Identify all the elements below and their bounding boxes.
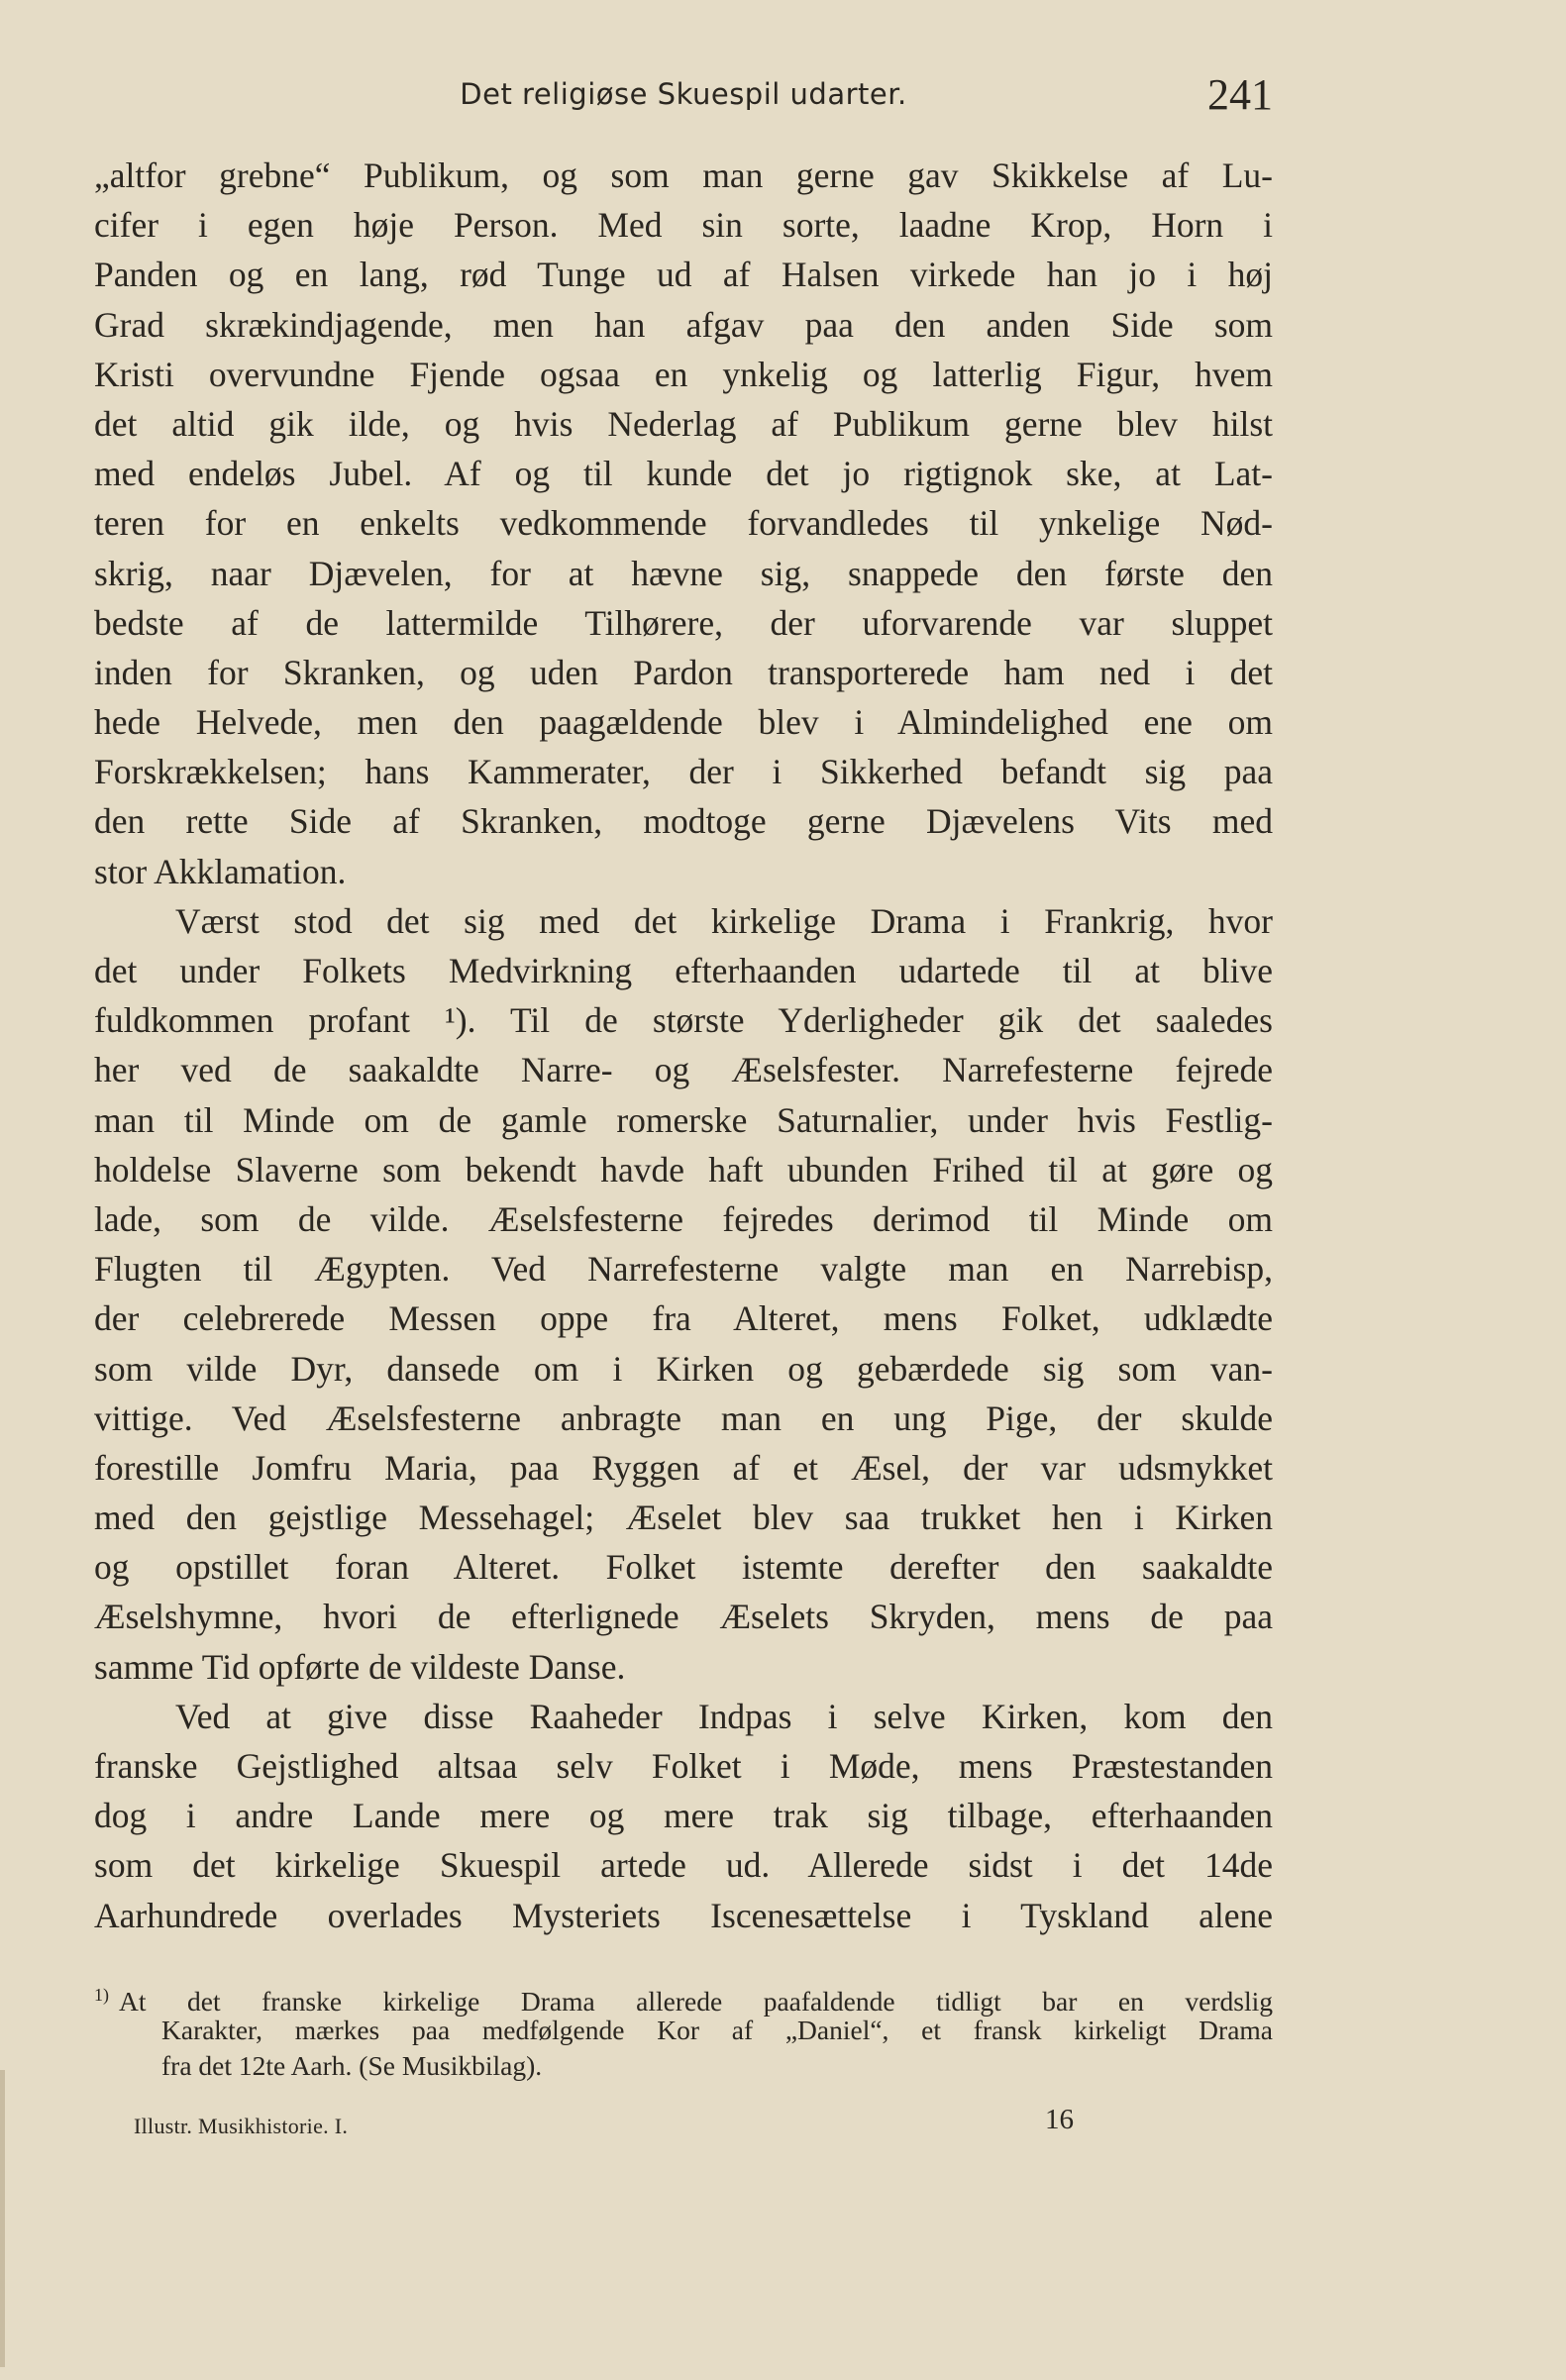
text-line: med endeløs Jubel. Af og til kunde det jo rigtignok ske, at Lat- bbox=[94, 454, 1273, 494]
text-line: lade, som de vilde. Æselsfesterne fejredes derimod til Minde om bbox=[94, 1198, 1273, 1239]
text-line: bedste af de lattermilde Tilhørere, der uforvarende var sluppet bbox=[94, 602, 1273, 643]
text-line: Forskrækkelsen; hans Kammerater, der i Sikkerhed befandt sig paa bbox=[94, 752, 1273, 792]
text-line: den rette Side af Skranken, modtoge gerne Djævelens Vits med bbox=[94, 801, 1273, 842]
footnote-text: At det franske kirkelige Drama allerede paafaldende tidligt bar en verdslig bbox=[119, 1986, 1273, 2018]
text-line: Grad skrækindjagende, men han afgav paa den anden Side som bbox=[94, 304, 1273, 345]
text-line: stor Akklamation. bbox=[94, 851, 347, 891]
running-title: Det religiøse Skuespil udarter. bbox=[460, 77, 907, 111]
page-header bbox=[94, 69, 1273, 129]
text-line: holdelse Slaverne som bekendt havde haft ubunden Frihed til at gøre og bbox=[94, 1149, 1273, 1190]
body-text bbox=[94, 151, 1273, 1940]
footnote bbox=[94, 1977, 1273, 2084]
text-line: inden for Skranken, og uden Pardon transporterede ham ned i det bbox=[94, 652, 1273, 692]
text-line: samme Tid opførte de vildeste Danse. bbox=[94, 1646, 626, 1687]
page-number: 241 bbox=[1207, 70, 1273, 119]
printer-signature: Illustr. Musikhistorie. I. bbox=[134, 2114, 349, 2138]
text-line: Flugten til Ægypten. Ved Narrefesterne valgte man en Narrebisp, bbox=[94, 1249, 1273, 1290]
sheet-number: 16 bbox=[1045, 2104, 1074, 2135]
footnote-line: Karakter, mærkes paa medfølgende Kor af „Daniel“, et fransk kirkeligt Drama bbox=[161, 2015, 1273, 2045]
text-line: franske Gejstlighed altsaa selv Folket i Møde, mens Præstestanden bbox=[94, 1746, 1273, 1786]
text-line: forestille Jomfru Maria, paa Ryggen af et Æsel, der var udsmykket bbox=[94, 1447, 1273, 1488]
text-line: hede Helvede, men den paagældende blev i Almindelighed ene om bbox=[94, 702, 1273, 743]
footnote-marker: 1) bbox=[94, 1985, 109, 2005]
text-line: skrig, naar Djævelen, for at hævne sig, snappede den første den bbox=[94, 553, 1273, 593]
text-line: her ved de saakaldte Narre- og Æselsfester. Narrefesterne fejrede bbox=[94, 1050, 1273, 1090]
text-line: dog i andre Lande mere og mere trak sig tilbage, efterhaanden bbox=[94, 1796, 1273, 1836]
text-line: som vilde Dyr, dansede om i Kirken og gebærdede sig som van- bbox=[94, 1348, 1273, 1389]
text-line: cifer i egen høje Person. Med sin sorte, laadne Krop, Horn i bbox=[94, 205, 1273, 246]
text-line: Kristi overvundne Fjende ogsaa en ynkelig og latterlig Figur, hvem bbox=[94, 354, 1273, 394]
text-line: Aarhundrede overlades Mysteriets Iscenesættelse i Tyskland alene bbox=[94, 1895, 1273, 1935]
footnote-line: fra det 12te Aarh. (Se Musikbilag). bbox=[161, 2050, 543, 2081]
text-line: det altid gik ilde, og hvis Nederlag af Publikum gerne blev hilst bbox=[94, 403, 1273, 444]
footnote-line bbox=[94, 1977, 1273, 2018]
text-line: „altfor grebne“ Publikum, og som man gerne gav Skikkelse af Lu- bbox=[94, 155, 1273, 195]
text-line: og opstillet foran Alteret. Folket istemte derefter den saakaldte bbox=[94, 1547, 1273, 1588]
text-line: som det kirkelige Skuespil artede ud. Allerede sidst i det 14de bbox=[94, 1845, 1273, 1886]
text-line: Panden og en lang, rød Tunge ud af Halsen virkede han jo i høj bbox=[94, 255, 1273, 295]
text-line: fuldkommen profant ¹). Til de største Yderligheder gik det saaledes bbox=[94, 1000, 1273, 1041]
text-line: Værst stod det sig med det kirkelige Drama i Frankrig, hvor bbox=[175, 900, 1273, 941]
text-line: der celebrerede Messen oppe fra Alteret, mens Folket, udklædte bbox=[94, 1298, 1273, 1339]
text-line: det under Folkets Medvirkning efterhaanden udartede til at blive bbox=[94, 951, 1273, 990]
text-line: Æselshymne, hvori de efterlignede Æselets Skryden, mens de paa bbox=[94, 1597, 1273, 1637]
text-line: teren for en enkelts vedkommende forvandledes til ynkelige Nød- bbox=[94, 503, 1273, 544]
text-line: med den gejstlige Messehagel; Æselet blev saa trukket hen i Kirken bbox=[94, 1498, 1273, 1538]
text-line: man til Minde om de gamle romerske Saturnalier, under hvis Festlig- bbox=[94, 1099, 1273, 1140]
text-line: Ved at give disse Raaheder Indpas i selve Kirken, kom den bbox=[175, 1696, 1273, 1736]
page-edge-shadow bbox=[0, 2070, 5, 2367]
text-line: vittige. Ved Æselsfesterne anbragte man en ung Pige, der skulde bbox=[94, 1397, 1273, 1438]
